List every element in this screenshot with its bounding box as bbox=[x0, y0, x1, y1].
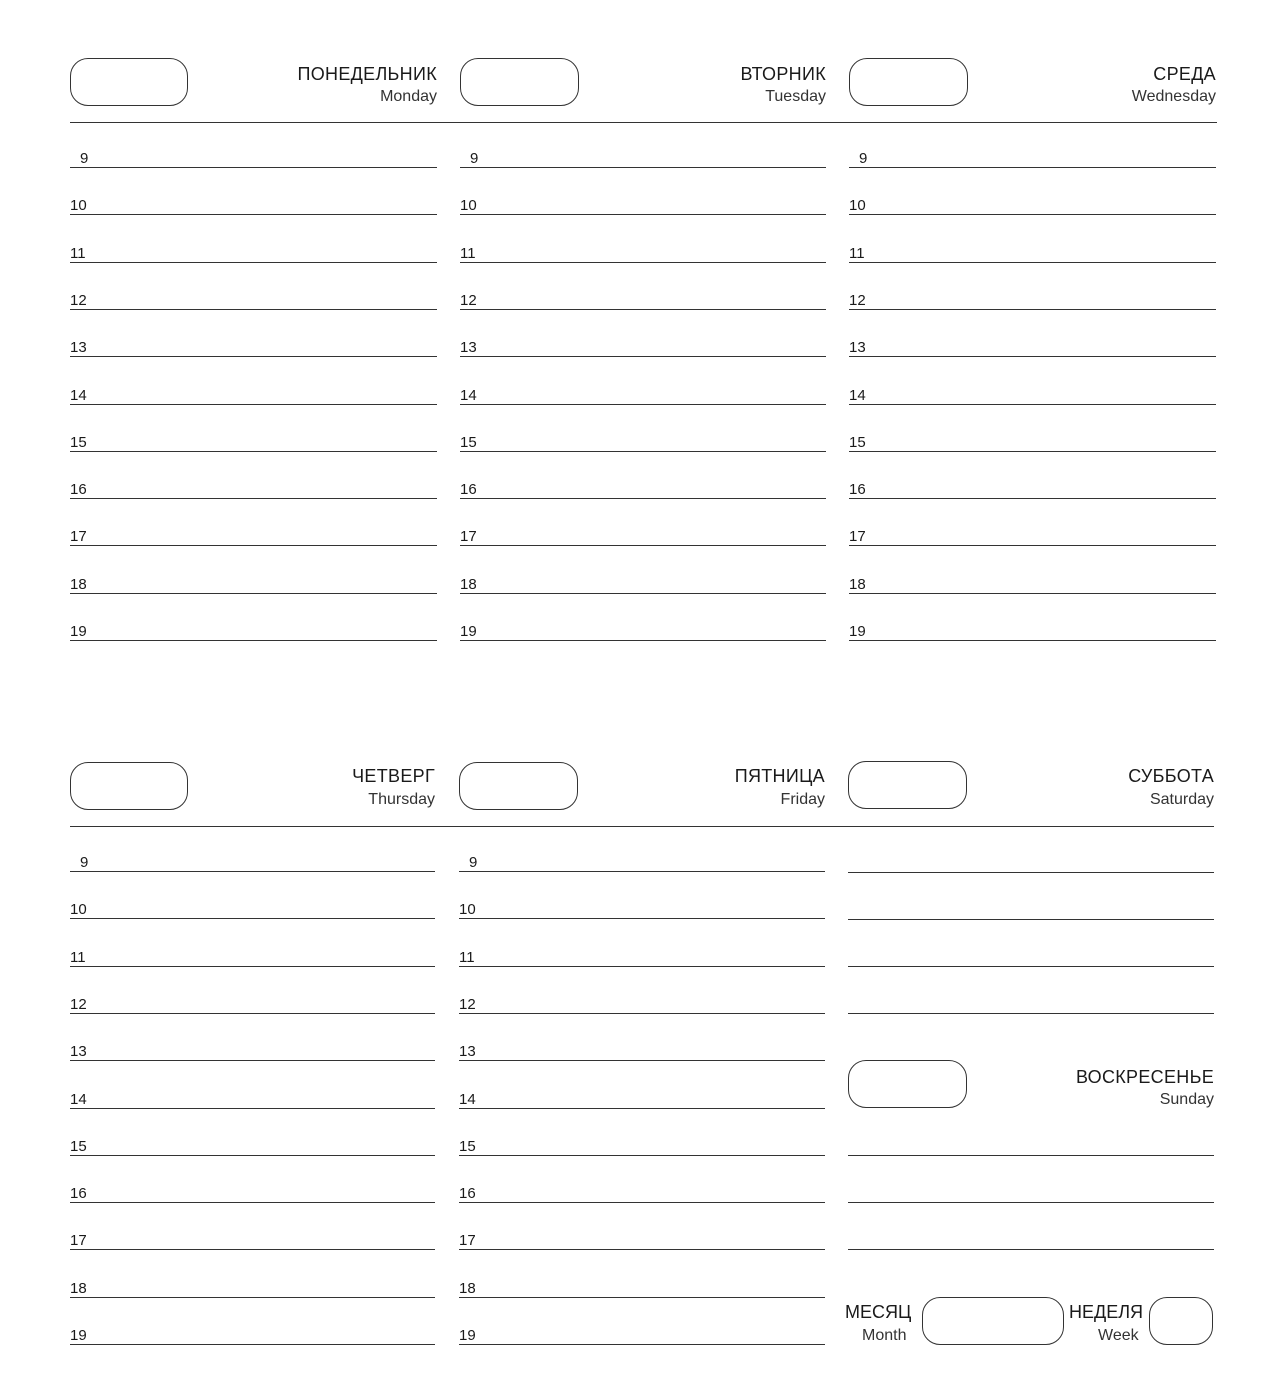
hour-row[interactable] bbox=[459, 832, 825, 872]
hour-label: 10 bbox=[70, 197, 87, 215]
day-name-ru: ЧЕТВЕРГ bbox=[352, 766, 435, 786]
hour-row[interactable] bbox=[459, 974, 825, 1014]
hour-row[interactable] bbox=[460, 365, 826, 405]
hour-row[interactable] bbox=[70, 1069, 435, 1109]
hour-label: 10 bbox=[460, 197, 477, 215]
hour-label: 18 bbox=[459, 1279, 476, 1297]
hour-label: 19 bbox=[459, 1327, 476, 1344]
hour-label: 18 bbox=[70, 575, 87, 593]
date-box-tuesday[interactable] bbox=[460, 58, 579, 106]
writing-line bbox=[70, 451, 437, 452]
hour-row[interactable] bbox=[70, 1116, 435, 1156]
writing-line bbox=[70, 1060, 435, 1061]
hour-label: 14 bbox=[70, 1090, 87, 1108]
hour-row[interactable] bbox=[70, 974, 435, 1014]
hour-label: 17 bbox=[849, 528, 866, 546]
hour-label: 13 bbox=[70, 1043, 87, 1061]
header-divider-bottom bbox=[70, 826, 1214, 827]
writing-line bbox=[70, 966, 435, 967]
hour-label: 14 bbox=[460, 386, 477, 404]
date-box-thursday[interactable] bbox=[70, 762, 188, 810]
hour-label: 11 bbox=[70, 948, 86, 966]
date-box-friday[interactable] bbox=[459, 762, 578, 810]
writing-line bbox=[70, 309, 437, 310]
writing-line bbox=[460, 309, 826, 310]
hour-label: 15 bbox=[849, 433, 866, 451]
writing-line bbox=[70, 640, 437, 641]
hour-label: 16 bbox=[460, 481, 477, 499]
writing-line bbox=[849, 593, 1216, 594]
hour-row[interactable] bbox=[70, 459, 437, 499]
date-box-monday[interactable] bbox=[70, 58, 188, 106]
hour-label: 9 bbox=[470, 150, 479, 167]
writing-line bbox=[70, 1108, 435, 1109]
day-name-ru: ПОНЕДЕЛЬНИК bbox=[297, 64, 437, 84]
hour-label: 11 bbox=[849, 244, 865, 262]
hour-label: 9 bbox=[859, 150, 868, 167]
hour-row[interactable] bbox=[849, 459, 1216, 499]
hour-label: 14 bbox=[459, 1090, 476, 1108]
writing-line bbox=[460, 214, 826, 215]
saturday-line[interactable] bbox=[848, 872, 1214, 873]
writing-line bbox=[460, 545, 826, 546]
hour-label: 19 bbox=[70, 623, 87, 640]
writing-line bbox=[849, 451, 1216, 452]
hour-row[interactable] bbox=[70, 1258, 435, 1298]
writing-line bbox=[70, 593, 437, 594]
writing-line bbox=[849, 309, 1216, 310]
writing-line bbox=[70, 918, 435, 919]
day-name-en: Saturday bbox=[1149, 791, 1214, 808]
writing-line bbox=[460, 167, 826, 168]
hour-label: 11 bbox=[70, 244, 86, 262]
hour-label: 18 bbox=[849, 575, 866, 593]
day-name-ru: СУББОТА bbox=[1128, 766, 1214, 786]
hour-label: 16 bbox=[849, 481, 866, 499]
month-box[interactable] bbox=[922, 1297, 1064, 1345]
hour-row[interactable] bbox=[849, 128, 1216, 168]
writing-line bbox=[459, 1108, 825, 1109]
writing-line bbox=[70, 262, 437, 263]
writing-line bbox=[459, 1013, 825, 1014]
hour-row[interactable] bbox=[460, 175, 826, 215]
hour-label: 9 bbox=[80, 854, 89, 871]
hour-label: 15 bbox=[459, 1137, 476, 1155]
hour-row[interactable] bbox=[849, 317, 1216, 357]
writing-line bbox=[849, 404, 1216, 405]
writing-line bbox=[459, 1202, 825, 1203]
hour-row[interactable] bbox=[459, 1069, 825, 1109]
week-label-ru: НЕДЕЛЯ bbox=[1069, 1302, 1144, 1322]
writing-line bbox=[70, 498, 437, 499]
saturday-line[interactable] bbox=[848, 1013, 1214, 1014]
saturday-line[interactable] bbox=[848, 966, 1214, 967]
writing-line bbox=[70, 1297, 435, 1298]
hour-row[interactable] bbox=[70, 128, 437, 168]
day-column-monday bbox=[70, 56, 437, 646]
hour-label: 10 bbox=[849, 197, 866, 215]
hour-row[interactable] bbox=[70, 506, 437, 546]
hour-label: 19 bbox=[70, 1327, 87, 1344]
day-name-ru: СРЕДА bbox=[1153, 64, 1216, 84]
writing-line bbox=[849, 498, 1216, 499]
writing-line bbox=[70, 1155, 435, 1156]
hour-row[interactable] bbox=[849, 365, 1216, 405]
writing-line bbox=[849, 214, 1216, 215]
hour-label: 11 bbox=[459, 948, 475, 966]
hour-label: 13 bbox=[70, 339, 87, 357]
writing-line bbox=[459, 1344, 825, 1345]
writing-line bbox=[70, 214, 437, 215]
hour-row[interactable] bbox=[459, 1210, 825, 1250]
hour-label: 18 bbox=[70, 1279, 87, 1297]
hour-label: 9 bbox=[80, 150, 89, 167]
hour-row[interactable] bbox=[70, 554, 437, 594]
writing-line bbox=[459, 1060, 825, 1061]
hour-row[interactable] bbox=[70, 832, 435, 872]
hour-label: 13 bbox=[460, 339, 477, 357]
week-label-en: Week bbox=[1098, 1327, 1139, 1344]
date-box-wednesday[interactable] bbox=[849, 58, 968, 106]
hour-row[interactable] bbox=[849, 601, 1216, 641]
day-name-en: Thursday bbox=[368, 791, 435, 808]
day-column-wednesday bbox=[849, 56, 1216, 646]
hour-row[interactable] bbox=[70, 1210, 435, 1250]
hour-label: 19 bbox=[849, 623, 866, 640]
writing-line bbox=[849, 640, 1216, 641]
hour-row[interactable] bbox=[70, 365, 437, 405]
writing-line bbox=[459, 1297, 825, 1298]
hour-row[interactable] bbox=[459, 1305, 825, 1345]
saturday-line[interactable] bbox=[848, 919, 1214, 920]
hour-label: 12 bbox=[849, 291, 866, 309]
writing-line bbox=[70, 1013, 435, 1014]
day-name-en: Friday bbox=[780, 791, 825, 808]
hour-row[interactable] bbox=[460, 270, 826, 310]
hour-label: 13 bbox=[849, 339, 866, 357]
hour-row[interactable] bbox=[460, 223, 826, 263]
date-box-saturday[interactable] bbox=[848, 761, 967, 809]
hour-label: 9 bbox=[469, 854, 478, 871]
hour-row[interactable] bbox=[849, 223, 1216, 263]
hour-label: 10 bbox=[459, 901, 476, 919]
hour-label: 17 bbox=[459, 1232, 476, 1250]
hour-row[interactable] bbox=[70, 175, 437, 215]
day-name-en: Monday bbox=[380, 88, 437, 105]
hour-row[interactable] bbox=[70, 927, 435, 967]
hour-row[interactable] bbox=[459, 1258, 825, 1298]
hour-row[interactable] bbox=[849, 554, 1216, 594]
day-name-ru: ВТОРНИК bbox=[740, 64, 826, 84]
writing-line bbox=[849, 167, 1216, 168]
hour-row[interactable] bbox=[70, 879, 435, 919]
writing-line bbox=[70, 1249, 435, 1250]
day-name-en: Wednesday bbox=[1131, 88, 1216, 105]
hour-label: 17 bbox=[70, 1232, 87, 1250]
day-name-ru: ПЯТНИЦА bbox=[734, 766, 825, 786]
hour-row[interactable] bbox=[459, 1116, 825, 1156]
hour-label: 16 bbox=[70, 1185, 87, 1203]
hour-row[interactable] bbox=[460, 317, 826, 357]
hour-label: 11 bbox=[460, 244, 476, 262]
sunday-line[interactable] bbox=[848, 1249, 1214, 1250]
sunday-line[interactable] bbox=[848, 1155, 1214, 1156]
hour-row[interactable] bbox=[459, 879, 825, 919]
day-name-en: Sunday bbox=[1159, 1091, 1214, 1108]
hour-row[interactable] bbox=[70, 1305, 435, 1345]
writing-line bbox=[459, 1249, 825, 1250]
writing-line bbox=[70, 404, 437, 405]
day-name-en: Tuesday bbox=[765, 88, 826, 105]
hour-label: 16 bbox=[70, 481, 87, 499]
date-box-sunday[interactable] bbox=[848, 1060, 967, 1108]
hour-row[interactable] bbox=[460, 459, 826, 499]
writing-line bbox=[460, 593, 826, 594]
hour-row[interactable] bbox=[70, 1163, 435, 1203]
hour-label: 17 bbox=[460, 528, 477, 546]
hour-row[interactable] bbox=[849, 270, 1216, 310]
writing-line bbox=[70, 1202, 435, 1203]
hour-row[interactable] bbox=[70, 1021, 435, 1061]
sunday-line[interactable] bbox=[848, 1202, 1214, 1203]
writing-line bbox=[70, 356, 437, 357]
hour-row[interactable] bbox=[459, 1163, 825, 1203]
writing-line bbox=[849, 356, 1216, 357]
hour-label: 17 bbox=[70, 528, 87, 546]
writing-line bbox=[849, 262, 1216, 263]
hour-label: 15 bbox=[460, 433, 477, 451]
hour-label: 14 bbox=[849, 386, 866, 404]
hour-label: 18 bbox=[460, 575, 477, 593]
hour-row[interactable] bbox=[70, 317, 437, 357]
writing-line bbox=[459, 1155, 825, 1156]
hour-label: 14 bbox=[70, 386, 87, 404]
hour-row[interactable] bbox=[460, 506, 826, 546]
hour-label: 13 bbox=[459, 1043, 476, 1061]
writing-line bbox=[70, 545, 437, 546]
header-divider-top bbox=[70, 122, 1217, 123]
hour-row[interactable] bbox=[70, 270, 437, 310]
day-column-tuesday bbox=[460, 56, 826, 646]
hour-label: 12 bbox=[70, 995, 87, 1013]
day-column-thursday bbox=[70, 760, 435, 1350]
hour-label: 10 bbox=[70, 901, 87, 919]
writing-line bbox=[460, 356, 826, 357]
hour-row[interactable] bbox=[459, 1021, 825, 1061]
writing-line bbox=[460, 640, 826, 641]
hour-row[interactable] bbox=[460, 412, 826, 452]
hour-row[interactable] bbox=[849, 175, 1216, 215]
hour-label: 16 bbox=[459, 1185, 476, 1203]
hour-row[interactable] bbox=[460, 554, 826, 594]
writing-line bbox=[460, 404, 826, 405]
day-name-ru: ВОСКРЕСЕНЬЕ bbox=[1075, 1067, 1214, 1087]
day-column-friday bbox=[459, 760, 825, 1350]
hour-row[interactable] bbox=[70, 601, 437, 641]
writing-line bbox=[849, 545, 1216, 546]
writing-line bbox=[459, 871, 825, 872]
hour-row[interactable] bbox=[849, 506, 1216, 546]
writing-line bbox=[70, 1344, 435, 1345]
writing-line bbox=[459, 918, 825, 919]
hour-label: 12 bbox=[460, 291, 477, 309]
writing-line bbox=[460, 262, 826, 263]
month-label-ru: МЕСЯЦ bbox=[845, 1302, 912, 1322]
hour-label: 15 bbox=[70, 433, 87, 451]
hour-row[interactable] bbox=[459, 927, 825, 967]
hour-label: 15 bbox=[70, 1137, 87, 1155]
hour-row[interactable] bbox=[70, 412, 437, 452]
hour-row[interactable] bbox=[460, 128, 826, 168]
writing-line bbox=[460, 451, 826, 452]
hour-row[interactable] bbox=[849, 412, 1216, 452]
writing-line bbox=[70, 167, 437, 168]
hour-row[interactable] bbox=[460, 601, 826, 641]
hour-row[interactable] bbox=[70, 223, 437, 263]
writing-line bbox=[459, 966, 825, 967]
hour-label: 12 bbox=[70, 291, 87, 309]
writing-line bbox=[460, 498, 826, 499]
hour-label: 19 bbox=[460, 623, 477, 640]
hour-label: 12 bbox=[459, 995, 476, 1013]
writing-line bbox=[70, 871, 435, 872]
week-box[interactable] bbox=[1149, 1297, 1213, 1345]
month-label-en: Month bbox=[862, 1327, 907, 1344]
weekend-column bbox=[845, 760, 1214, 1360]
